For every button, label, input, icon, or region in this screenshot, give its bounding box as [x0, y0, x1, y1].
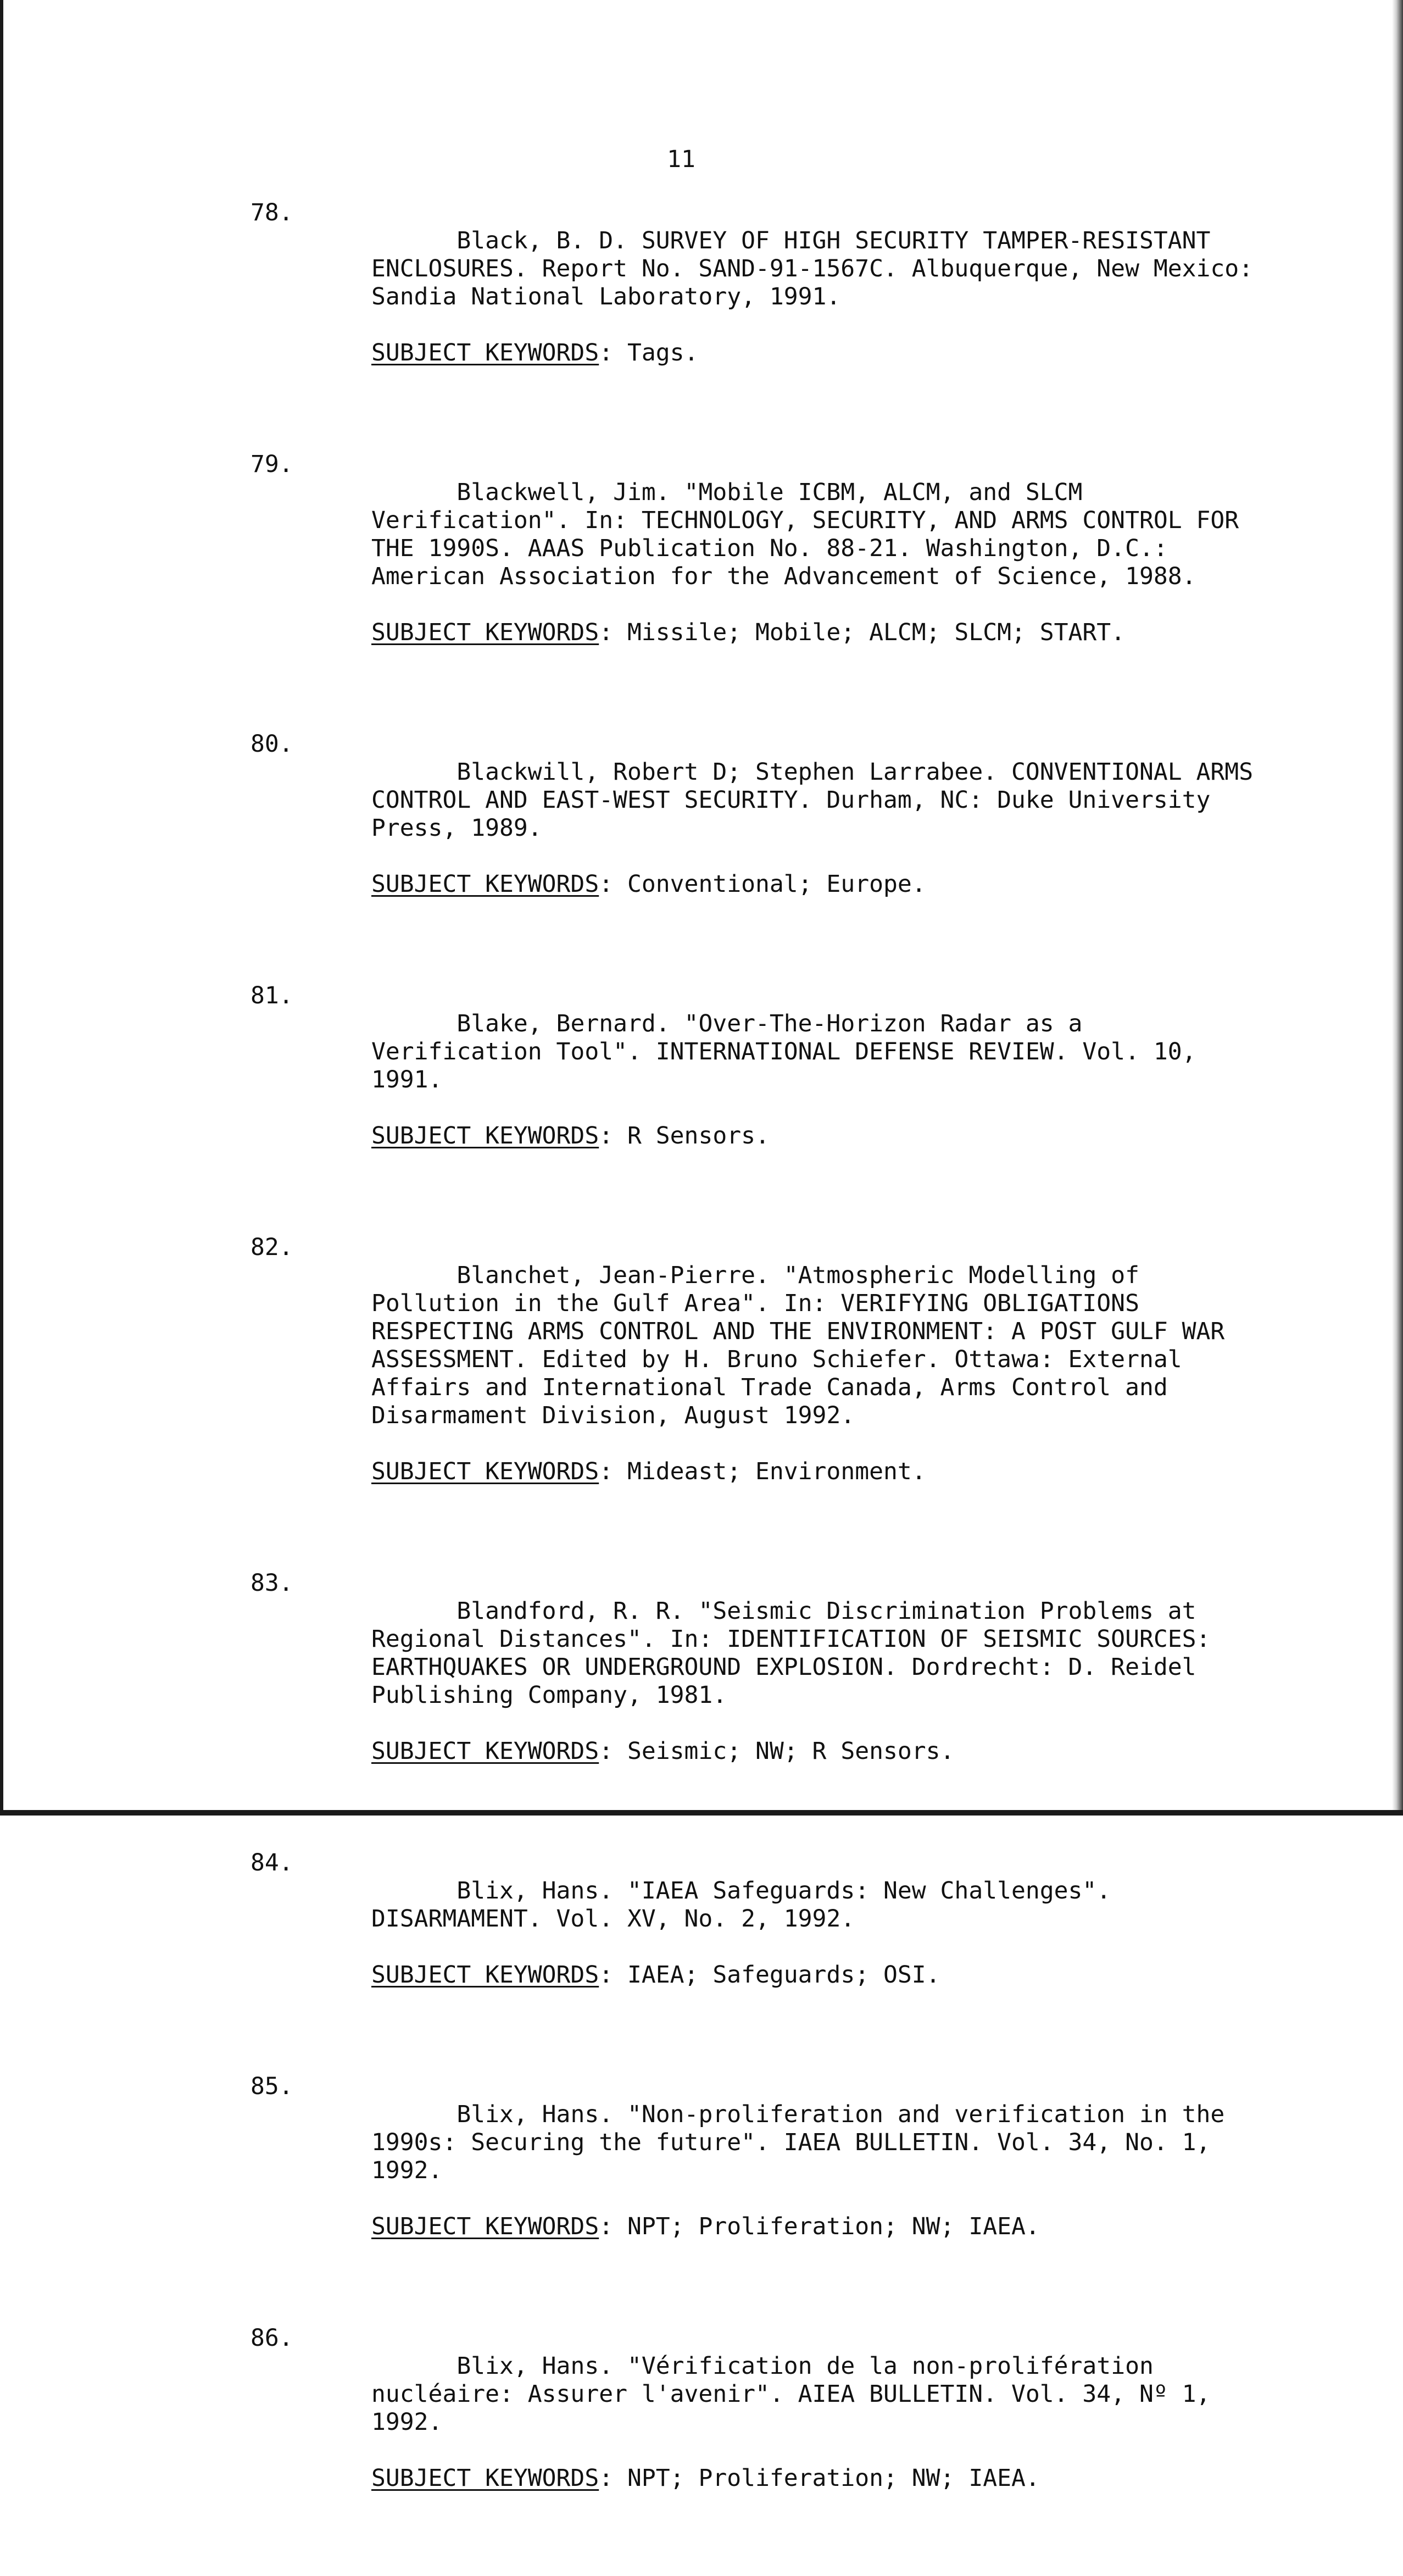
- keywords-label: SUBJECT KEYWORDS: [371, 1122, 599, 1150]
- keywords-label: SUBJECT KEYWORDS: [371, 1458, 599, 1485]
- entry-body: [322, 730, 1267, 954]
- page-number: 11: [667, 146, 695, 173]
- keywords-label: SUBJECT KEYWORDS: [371, 339, 599, 367]
- entry-keywords: NPT; Proliferation; NW; IAEA.: [627, 2464, 1040, 2492]
- entry-keywords: Tags.: [627, 339, 699, 367]
- entry-body: [322, 1569, 1267, 1822]
- entry-citation: Blake, Bernard. "Over-The-Horizon Radar as a Verification Tool". INTERNATIONAL DEFENSE REVIEW. Vol. 10, 1991.: [371, 1010, 1211, 1093]
- bibliography-list: [250, 199, 1267, 2576]
- entry-keywords: Seismic; NW; R Sensors.: [627, 1737, 955, 1765]
- entry-body: [322, 451, 1267, 703]
- entry-body: [322, 1234, 1267, 1542]
- bibliography-entry: [250, 451, 1267, 703]
- entry-number: 85.: [250, 2073, 293, 2100]
- entry-keywords: NPT; Proliferation; NW; IAEA.: [627, 2213, 1040, 2240]
- bibliography-entry: [250, 1234, 1267, 1542]
- entry-keywords: Mideast; Environment.: [627, 1458, 926, 1485]
- entry-keywords-line: SUBJECT KEYWORDS: R Sensors.: [371, 1122, 770, 1150]
- entry-keywords-line: SUBJECT KEYWORDS: Mideast; Environment.: [371, 1458, 926, 1485]
- scan-edge-right: [1392, 0, 1403, 1816]
- keywords-label: SUBJECT KEYWORDS: [371, 1961, 599, 1989]
- bibliography-entry: [250, 199, 1267, 423]
- entry-keywords-line: SUBJECT KEYWORDS: IAEA; Safeguards; OSI.: [371, 1961, 940, 1989]
- keywords-label: SUBJECT KEYWORDS: [371, 2464, 599, 2492]
- keywords-label: SUBJECT KEYWORDS: [371, 870, 599, 898]
- bibliography-entry: [250, 2073, 1267, 2297]
- entry-citation: Blix, Hans. "IAEA Safeguards: New Challenges". DISARMAMENT. Vol. XV, No. 2, 1992.: [371, 1877, 1126, 1933]
- entry-keywords-line: SUBJECT KEYWORDS: Tags.: [371, 339, 699, 367]
- entry-citation: Blackwell, Jim. "Mobile ICBM, ALCM, and SLCM Verification". In: TECHNOLOGY, SECURITY, AND ARMS CONTROL FOR THE 1990S. AAAS Publication No. 88-21. Washington, D.C.: American Association for the Advancement of Science, 1988.: [371, 479, 1254, 590]
- entry-keywords: Missile; Mobile; ALCM; SLCM; START.: [627, 619, 1126, 646]
- entry-keywords-line: SUBJECT KEYWORDS: Seismic; NW; R Sensors.: [371, 1737, 955, 1765]
- entry-body: [322, 1849, 1267, 2045]
- bibliography-entry: [250, 1569, 1267, 1822]
- bibliography-entry: [250, 2324, 1267, 2549]
- entry-body: [322, 2324, 1267, 2549]
- entry-number: 81.: [250, 982, 293, 1009]
- entry-number: 86.: [250, 2324, 293, 2352]
- scan-edge-left: [0, 0, 3, 1816]
- entry-keywords: IAEA; Safeguards; OSI.: [627, 1961, 940, 1989]
- entry-keywords: Conventional; Europe.: [627, 870, 926, 898]
- entry-citation: Blandford, R. R. "Seismic Discrimination Problems at Regional Distances". In: IDENTIFICATION OF SEISMIC SOURCES: EARTHQUAKES OR UNDERGROUND EXPLOSION. Dordrecht: D. Reidel Publishing Company, 1981.: [371, 1597, 1225, 1709]
- entry-number: 84.: [250, 1849, 293, 1877]
- bibliography-entry: [250, 730, 1267, 954]
- entry-citation: Blackwill, Robert D; Stephen Larrabee. CONVENTIONAL ARMS CONTROL AND EAST-WEST SECURITY. Durham, NC: Duke University Press, 1989.: [371, 758, 1267, 842]
- entry-keywords-line: SUBJECT KEYWORDS: NPT; Proliferation; NW; IAEA.: [371, 2464, 1040, 2492]
- entry-keywords-line: SUBJECT KEYWORDS: Conventional; Europe.: [371, 870, 926, 898]
- entry-keywords-line: SUBJECT KEYWORDS: Missile; Mobile; ALCM; SLCM; START.: [371, 619, 1126, 646]
- entry-number: 80.: [250, 730, 293, 758]
- entry-citation: Blix, Hans. "Non-proliferation and verification in the 1990s: Securing the future". IAEA BULLETIN. Vol. 34, No. 1, 1992.: [371, 2101, 1239, 2184]
- entry-keywords-line: SUBJECT KEYWORDS: NPT; Proliferation; NW; IAEA.: [371, 2213, 1040, 2240]
- entry-citation: Black, B. D. SURVEY OF HIGH SECURITY TAMPER-RESISTANT ENCLOSURES. Report No. SAND-91-1567C. Albuquerque, New Mexico: Sandia National Laboratory, 1991.: [371, 227, 1267, 310]
- entry-keywords: R Sensors.: [627, 1122, 770, 1150]
- entry-number: 79.: [250, 451, 293, 478]
- entry-body: [322, 199, 1267, 423]
- bibliography-entry: [250, 1849, 1267, 2045]
- keywords-label: SUBJECT KEYWORDS: [371, 619, 599, 646]
- entry-number: 83.: [250, 1569, 293, 1597]
- entry-number: 78.: [250, 199, 293, 226]
- keywords-label: SUBJECT KEYWORDS: [371, 2213, 599, 2240]
- keywords-label: SUBJECT KEYWORDS: [371, 1737, 599, 1765]
- entry-body: [322, 982, 1267, 1206]
- bibliography-entry: [250, 982, 1267, 1206]
- entry-body: [322, 2073, 1267, 2297]
- entry-number: 82.: [250, 1234, 293, 1261]
- entry-citation: Blix, Hans. "Vérification de la non-prolifération nucléaire: Assurer l'avenir". AIEA BULLETIN. Vol. 34, Nº 1, 1992.: [371, 2352, 1225, 2436]
- entry-citation: Blanchet, Jean-Pierre. "Atmospheric Modelling of Pollution in the Gulf Area". In: VERIFYING OBLIGATIONS RESPECTING ARMS CONTROL AND THE ENVIRONMENT: A POST GULF WAR ASSESSMENT. Edited by H. Bruno Schiefer. Ottawa: External Affairs and International Trade Canada, Arms Control and Disarmament Division, August 1992.: [371, 1262, 1239, 1429]
